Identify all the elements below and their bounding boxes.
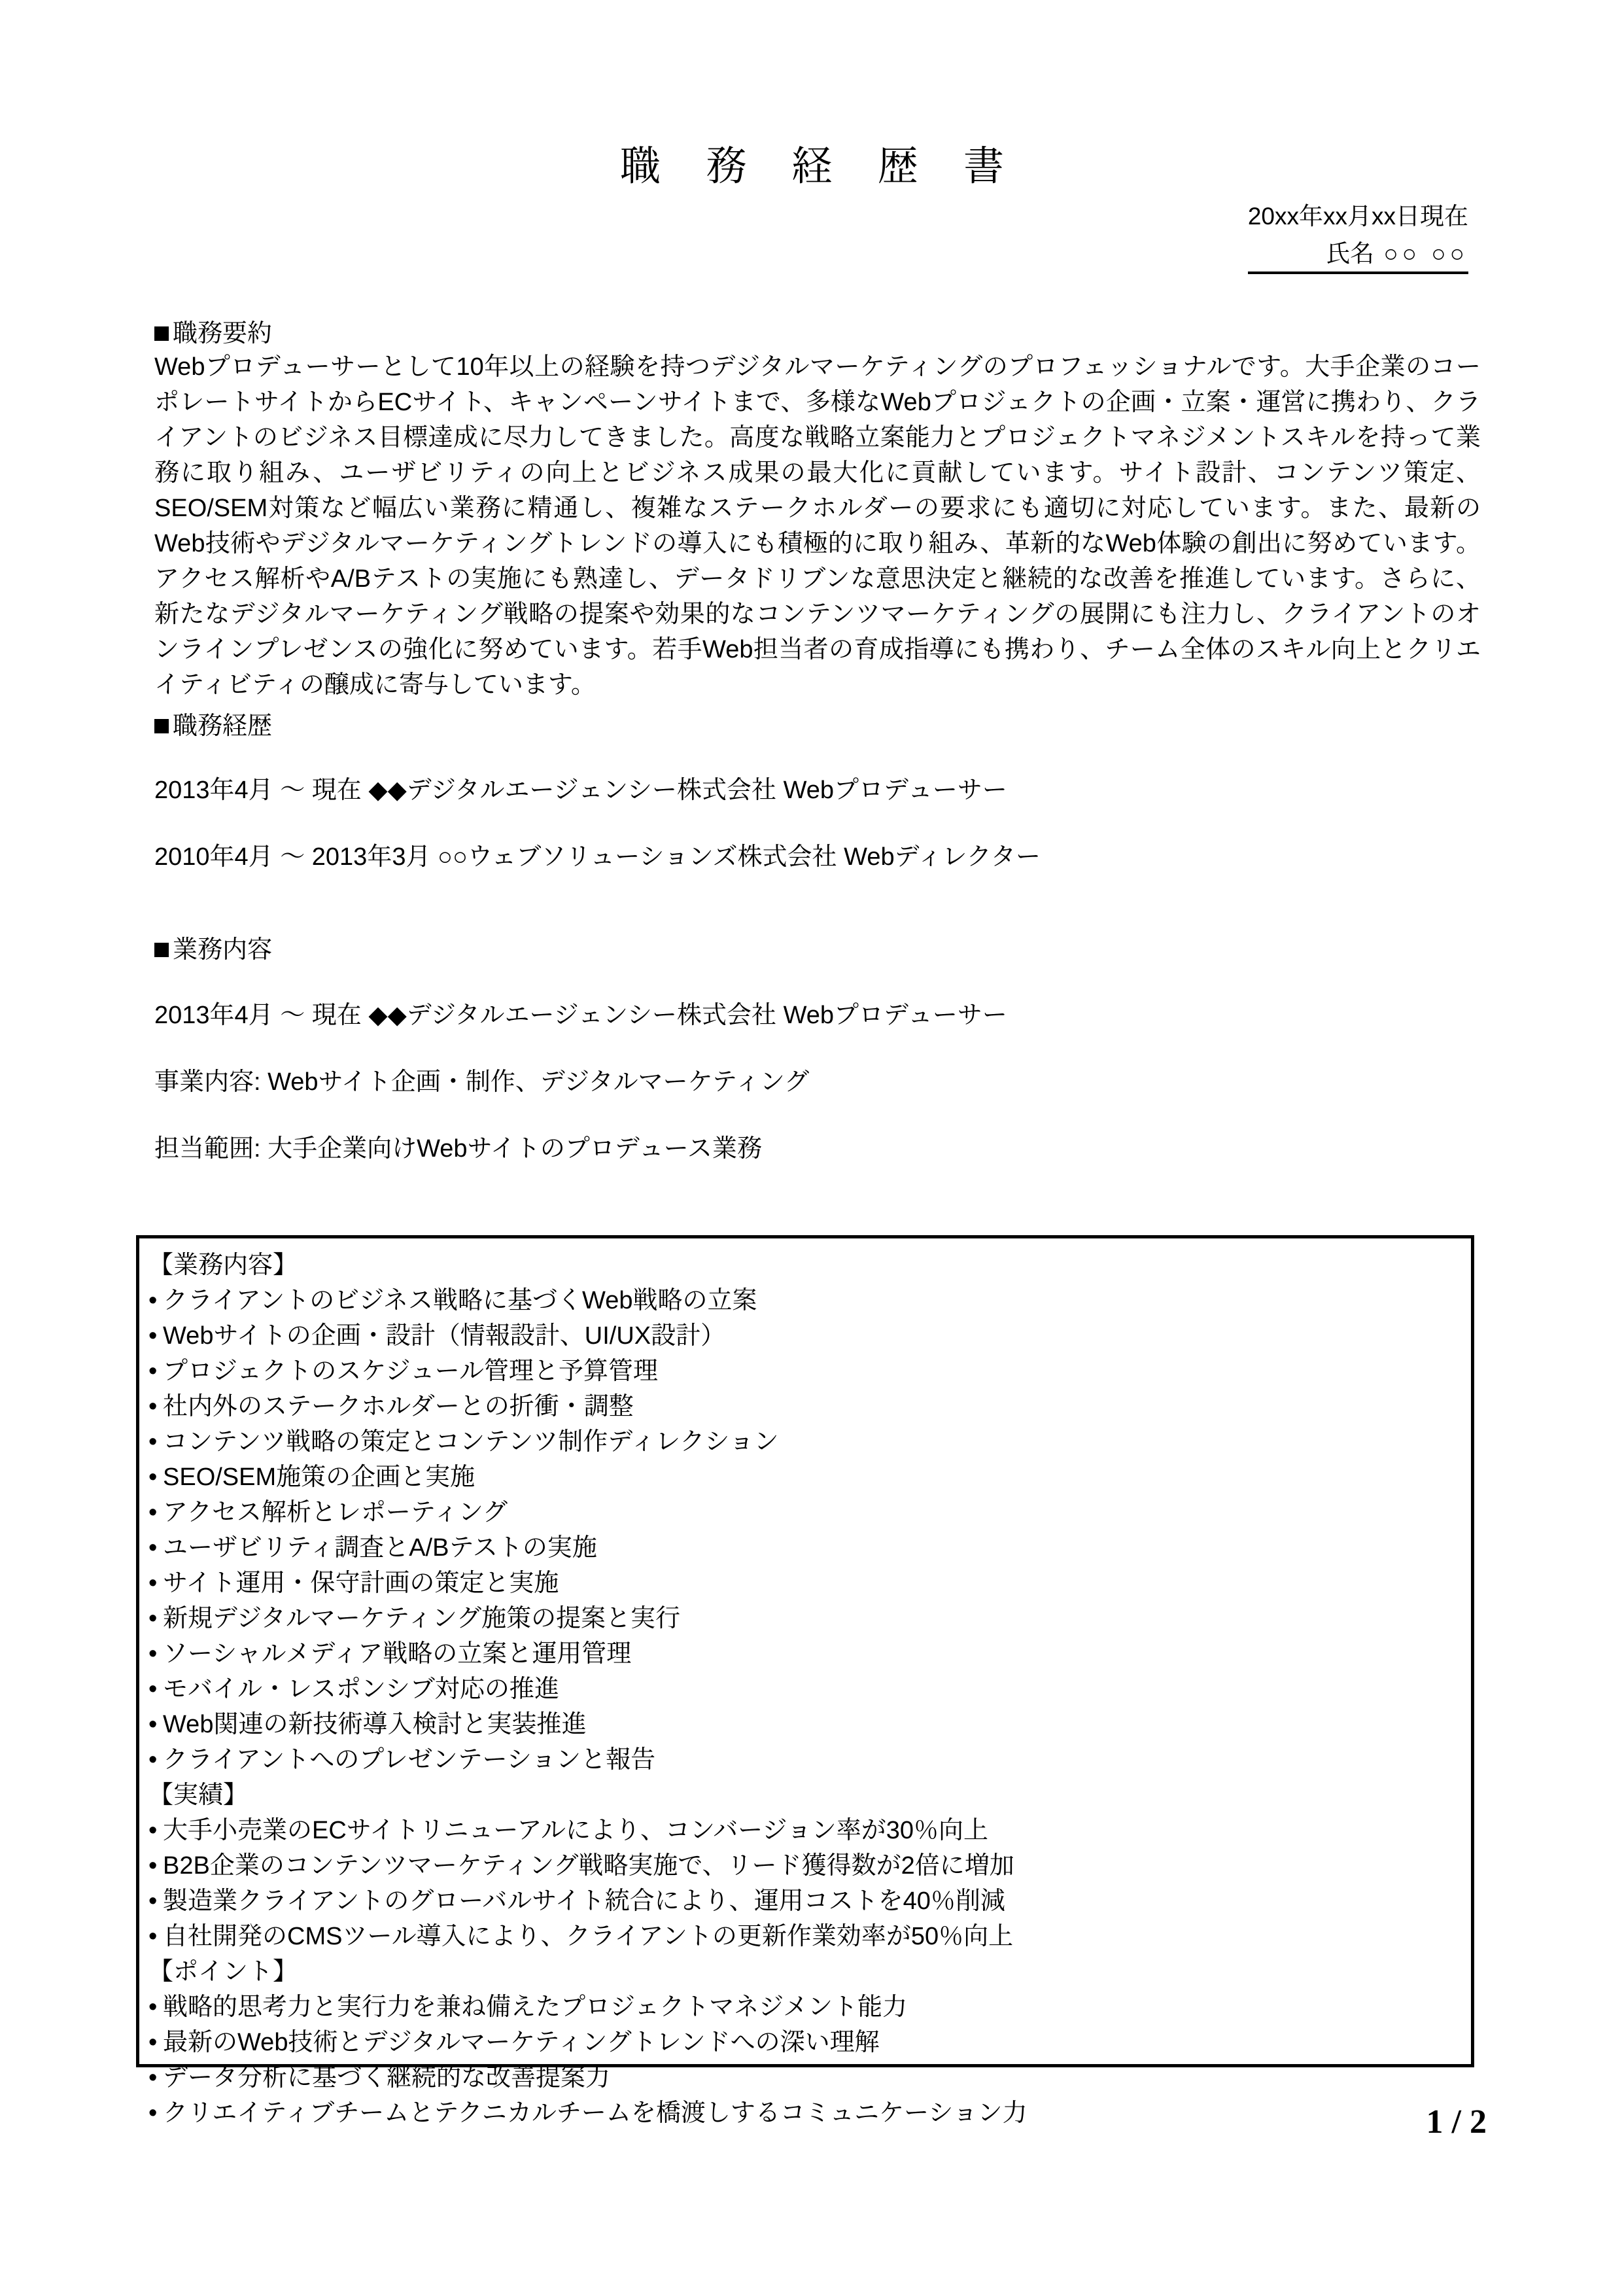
detail-list-item: • 大手小売業のECサイトリニューアルにより、コンバージョン率が30％向上 [148,1813,1471,1848]
detail-list-item: • B2B企業のコンテンツマーケティング戦略実施で、リード獲得数が2倍に増加 [148,1848,1471,1883]
detail-list-item: • ユーザビリティ調査とA/Bテストの実施 [148,1530,1471,1566]
bullet-icon: • [148,2064,158,2092]
career-entry: 2013年4月 ～ 現在 ◆◆デジタルエージェンシー株式会社 Webプロデューサー [154,777,1007,804]
detail-list-item: • 最新のWeb技術とデジタルマーケティングトレンドへの深い理解 [148,2025,1471,2060]
bullet-icon: • [148,1887,158,1915]
page-number: 1 / 2 [1426,2103,1487,2141]
summary-text: Webプロデューサーとして10年以上の経験を持つデジタルマーケティングのプロフェッショナルです。大手企業のコーポレートサイトからECサイト、キャンペーンサイトまで、多様なWebプロジェクトの企画・立案・運営に携わり、クライアントのビジネス目標達成に尽力してきました。高度な戦略立案能力とプロジェクトマネジメントスキルを持って業務に取り組み、ユーザビリティの向上とビジネス成果の最大化に貢献しています。サイト設計、コンテンツ策定、SEO/SEM対策など幅広い業務に精通し、複雑なステークホルダーの要求にも適切に対応しています。また、最新のWeb技術やデジタルマーケティングトレンドの導入にも積極的に取り組み、革新的なWeb体験の創出に努めています。アクセス解析やA/Bテストの実施にも熟達し、データドリブンな意思決定と継続的な改善を推進しています。さらに、新たなデジタルマーケティング戦略の提案や効果的なコンテンツマーケティングの展開にも注力し、クライアントのオンラインプレゼンスの強化に努めています。若手Web担当者の育成指導にも携わり、チーム全体のスキル向上とクリエイティビティの醸成に寄与しています。 [154,353,1481,699]
detail-list-item: • クライアントへのプレゼンテーションと報告 [148,1742,1471,1778]
detail-list-item: • 新規デジタルマーケティング施策の提案と実行 [148,1601,1471,1636]
work-detail-list [139,1238,1471,2131]
work-scope: 担当範囲: 大手企業向けWebサイトのプロデュース業務 [154,1135,762,1163]
detail-list-item: • 社内外のステークホルダーとの折衝・調整 [148,1389,1471,1424]
detail-list-item: • コンテンツ戦略の策定とコンテンツ制作ディレクション [148,1424,1471,1460]
detail-list-item: • モバイル・レスポンシブ対応の推進 [148,1672,1471,1707]
bullet-icon: • [148,2029,158,2056]
name-label: 氏名 [1326,240,1375,268]
detail-list-item: • 自社開発のCMSツール導入により、クライアントの更新作業効率が50％向上 [148,1919,1471,1954]
bullet-icon: • [148,1463,158,1491]
bullet-icon: • [148,1675,158,1703]
name-field [1248,237,1468,274]
bullet-icon: • [148,1711,158,1738]
bullet-icon: • [148,1393,158,1420]
detail-list-item: • サイト運用・保守計画の策定と実施 [148,1566,1471,1601]
bullet-icon: • [148,1287,158,1314]
current-date-label: 20xx年xx月xx日現在 [1247,203,1468,230]
detail-list-item: • クリエイティブチームとテクニカルチームを橋渡しするコミュニケーション力 [148,2095,1471,2131]
bullet-icon: • [148,2099,158,2127]
name-value: ○○ ○○ [1383,240,1468,268]
bullet-icon: • [148,1428,158,1456]
work-business-description: 事業内容: Webサイト企画・制作、デジタルマーケティング [154,1068,810,1096]
square-bullet-icon [154,326,169,341]
detail-list-item: • アクセス解析とレポーティング [148,1495,1471,1530]
detail-list-item: • Webサイトの企画・設計（情報設計、UI/UX設計） [148,1318,1471,1354]
bullet-icon: • [148,1358,158,1385]
detail-group-heading-results: 【実績】 [148,1781,249,1809]
detail-list-item: • ソーシャルメディア戦略の立案と運用管理 [148,1636,1471,1672]
detail-list-item: • SEO/SEM施策の企画と実施 [148,1460,1471,1495]
bullet-icon: • [148,1852,158,1880]
career-entry: 2010年4月 ～ 2013年3月 ○○ウェブソリューションズ株式会社 Webディレクター [154,843,1041,871]
bullet-icon: • [148,1923,158,1950]
work-detail-box [136,1235,1474,2127]
bullet-icon: • [148,1322,158,1350]
detail-list-item: • プロジェクトのスケジュール管理と予算管理 [148,1354,1471,1389]
detail-list-item: • 戦略的思考力と実行力を兼ね備えたプロジェクトマネジメント能力 [148,1989,1471,2025]
header-meta [1248,200,1468,274]
bullet-icon: • [148,1499,158,1526]
detail-list-item: • 製造業クライアントのグローバルサイト統合により、運用コストを40％削減 [148,1883,1471,1919]
detail-list-item: • データ分析に基づく継続的な改善提案力 [148,2060,1471,2095]
bullet-icon: • [148,1605,158,1632]
detail-group-heading-duties: 【業務内容】 [148,1252,298,1279]
section-heading-work-label: 業務内容 [173,936,273,964]
summary-paragraph [154,349,1481,703]
section-heading-work [154,936,272,966]
square-bullet-icon [154,719,169,733]
square-bullet-icon [154,943,169,957]
bullet-icon: • [148,1817,158,1844]
page-title: 職 務 経 歴 書 [620,144,1021,189]
bullet-icon: • [148,1640,158,1668]
section-heading-summary-label: 職務要約 [173,320,273,347]
section-heading-summary [154,319,272,349]
bullet-icon: • [148,1534,158,1562]
bullet-icon: • [148,1993,158,2021]
bullet-icon: • [148,1569,158,1597]
detail-list-item: • Web関連の新技術導入検討と実装推進 [148,1707,1471,1742]
bullet-icon: • [148,1746,158,1774]
work-period-company: 2013年4月 ～ 現在 ◆◆デジタルエージェンシー株式会社 Webプロデューサー [154,1002,1007,1029]
detail-group-heading-points: 【ポイント】 [148,1958,298,1986]
section-heading-career-label: 職務経歴 [173,712,273,740]
section-heading-career [154,712,272,742]
detail-list-item: • クライアントのビジネス戦略に基づくWeb戦略の立案 [148,1283,1471,1318]
